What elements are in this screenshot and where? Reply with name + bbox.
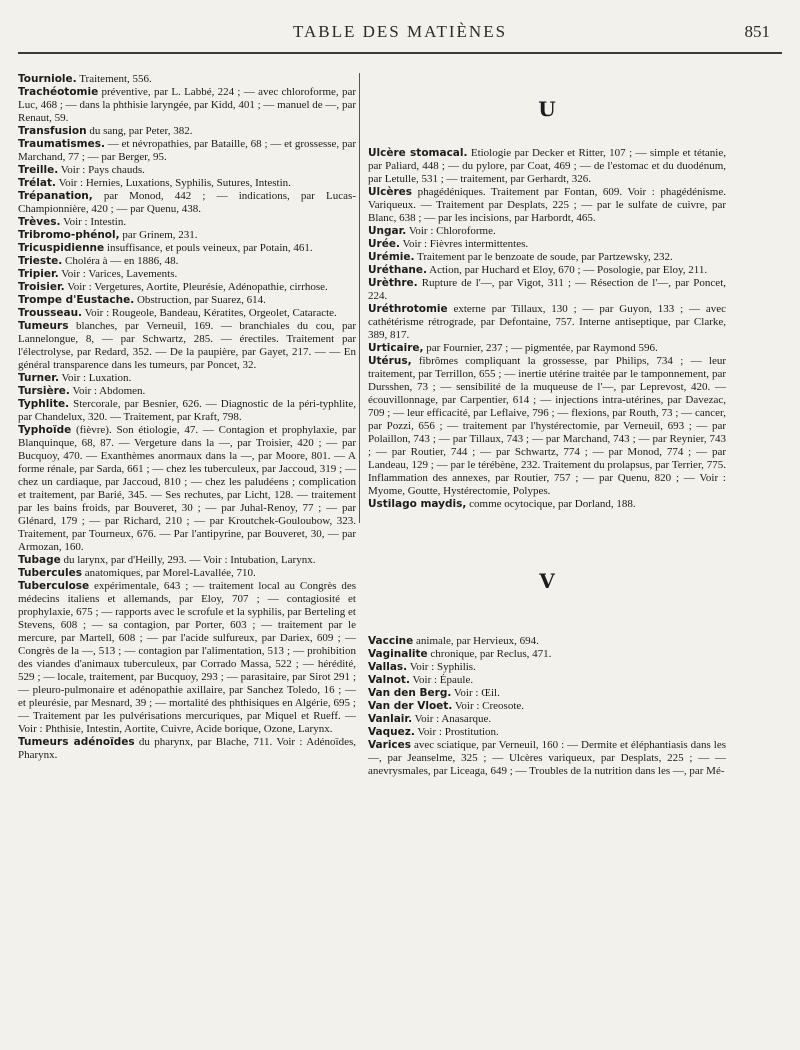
entry-heading: Tursière. xyxy=(18,385,70,397)
entry-heading: Urèthre. xyxy=(368,277,418,289)
entry-heading: Ungar. xyxy=(368,225,407,237)
entry-text: fibrômes compliquant la grossesse, par Philips, 734 ; — leur traitement, par Terrillon, 655 ; — inertie utérine traitée par le tamponnement, par Dursshen, 73 ; — sensibilité de la muqueuse de l'—, par Leprevost, 420. — écouvillonnage, par Carpentier, 614 ; — injections intra-utérines, par Davezac, 709 ; — leur efficacité, par Leflaive, 796 ; — flexions, par Routh, 73 ; — cancer, par Pozzi, 656 ; — traitement par l'hystérectomie, par Verneuil, 693 ; — par Polaillon, 743 ; — par Tillaux, 743 ; — par Marchand, 743 ; — par Reynier, 743 ; — par Routier, 744 ; — par Schwartz, 774 ; — par Monod, 774 ; — par Landeau, 129 ; — par le térébène, 232. Traitement du prolapsus, par Terrier, 775. Inflammation des annexes, par Routier, 757 ; — par Quenu, 820 ; — Voir : Myome, Goutte, Hystérectomie, Polypes. xyxy=(368,355,726,497)
entry-text: Voir : Varices, Lavements. xyxy=(58,268,178,280)
entry-heading: Urticaire, xyxy=(368,342,424,354)
index-entry xyxy=(368,661,726,674)
entry-heading: Trèves. xyxy=(18,216,61,228)
entry-heading: Trachéotomie xyxy=(18,86,99,98)
entry-heading: Ustilago maydis, xyxy=(368,498,467,510)
entry-heading: Van den Berg. xyxy=(368,687,452,699)
entry-text: du larynx, par d'Heilly, 293. — Voir : Intubation, Larynx. xyxy=(60,554,316,566)
entry-text: Voir : Pays chauds. xyxy=(58,164,145,176)
entry-text: avec sciatique, par Verneuil, 160 : — Dermite et éléphantiasis dans les —, par Jeanselme, 325 ; — Ulcères variqueux, par Desplats, 225 ; — — anevrysmales, par Liceaga, 649 ; — Troubles de la nutrition dans les —, par Mé- xyxy=(368,739,726,777)
index-entry xyxy=(18,320,356,372)
entry-heading: Tumeurs adénoïdes xyxy=(18,736,135,748)
index-entry xyxy=(368,726,726,739)
entry-heading: Vanlair. xyxy=(368,713,413,725)
entry-heading: Trompe d'Eustache. xyxy=(18,294,135,306)
entry-text: par Grinem, 231. xyxy=(119,229,198,241)
index-entry xyxy=(18,216,356,229)
entry-text: Choléra à — en 1886, 48. xyxy=(62,255,179,267)
entry-text: chronique, par Reclus, 471. xyxy=(427,648,552,660)
section-letter-u: U xyxy=(538,97,556,121)
entry-text: externe par Tillaux, 130 ; — par Guyon, 133 ; — avec cathétérisme rétrograde, par Defontaine, 757. Interne antiseptique, par Clarke, 389, 817. xyxy=(368,303,726,341)
entry-heading: Uréthrotomie xyxy=(368,303,448,315)
index-entry xyxy=(368,700,726,713)
index-entry xyxy=(18,86,356,125)
entry-text: par Fournier, 237 ; — pigmentée, par Raymond 596. xyxy=(423,342,658,354)
running-head xyxy=(0,22,800,46)
index-entry xyxy=(18,567,356,580)
entry-heading: Tubercules xyxy=(18,567,82,579)
entry-text: Voir : Creosote. xyxy=(452,700,525,712)
page-number: 851 xyxy=(744,22,770,41)
entry-text: — et névropathies, par Bataille, 68 ; — et grossesse, par Marchand, 77 ; — par Berger, 95. xyxy=(18,138,356,163)
index-entry xyxy=(368,277,726,303)
index-entry xyxy=(18,294,356,307)
index-entry xyxy=(368,225,726,238)
entry-heading: Treille. xyxy=(18,164,59,176)
entry-text: Voir : Rougeole, Bandeau, Kératites, Orgeolet, Cataracte. xyxy=(82,307,337,319)
section-u-entries xyxy=(368,147,726,511)
entry-text: insuffisance, et pouls veineux, par Potain, 461. xyxy=(104,242,313,254)
entry-heading: Tumeurs xyxy=(18,320,69,332)
section-letter-v: V xyxy=(539,569,555,593)
entry-text: animale, par Hervieux, 694. xyxy=(413,635,539,647)
entry-heading: Tubage xyxy=(18,554,61,566)
entry-heading: Trousseau. xyxy=(18,307,83,319)
entry-heading: Vaquez. xyxy=(368,726,415,738)
index-entry xyxy=(18,372,356,385)
entry-text: Voir : Hernies, Luxations, Syphilis, Sutures, Intestin. xyxy=(56,177,291,189)
entry-text: comme ocytocique, par Dorland, 188. xyxy=(466,498,636,510)
index-entry xyxy=(368,342,726,355)
index-entry xyxy=(368,498,726,511)
index-entry xyxy=(18,138,356,164)
entry-text: Voir : Épaule. xyxy=(409,674,474,686)
entry-text: Voir : Fièvres intermittentes. xyxy=(399,238,529,250)
index-entry xyxy=(18,281,356,294)
entry-heading: Vallas. xyxy=(368,661,408,673)
entry-text: Voir : Vergetures, Aortite, Pleurésie, Adénopathie, cirrhose. xyxy=(64,281,328,293)
index-entry xyxy=(368,713,726,726)
index-entry xyxy=(368,739,726,778)
index-entry xyxy=(368,635,726,648)
entry-heading: Transfusion xyxy=(18,125,87,137)
entry-text: préventive, par L. Labbé, 224 ; — avec chloroforme, par Luc, 468 ; — dans la phthisie laryngée, par Kidd, 401 ; — manuel de —, par Renaut, 59. xyxy=(18,86,356,124)
entry-heading: Vaccine xyxy=(368,635,414,647)
entry-heading: Ulcères xyxy=(368,186,413,198)
right-column xyxy=(368,73,726,1030)
entry-text: Action, par Huchard et Eloy, 670 ; — Posologie, par Eloy, 211. xyxy=(427,264,708,276)
entry-text: Etiologie par Decker et Ritter, 107 ; — simple et tétanie, par Paliard, 448 ; — du pylore, par Coat, 469 ; — de l'estomac et du duodénum, par Letulle, 531 ; — traitement, par Gerhardt, 326. xyxy=(368,147,726,185)
entry-heading: Utérus, xyxy=(368,355,412,367)
entry-text: phagédéniques. Traitement par Fontan, 609. Voir : phagédénisme. Variqueux. — Traitement par Desplats, 225 ; — par le sulfate de cuivre, par Blanc, 638 ; — par les incisions, par Harbordt, 465. xyxy=(368,186,726,224)
entry-heading: Tricuspidienne xyxy=(18,242,105,254)
index-entry xyxy=(368,355,726,498)
entry-text: Voir : Abdomen. xyxy=(69,385,146,397)
entry-heading: Typhoïde xyxy=(18,424,72,436)
index-entry xyxy=(18,736,356,762)
entry-text: Voir : Chloroforme. xyxy=(406,225,496,237)
entry-heading: Varices xyxy=(368,739,412,751)
index-entry xyxy=(18,307,356,320)
entry-heading: Van der Vloet. xyxy=(368,700,453,712)
left-column xyxy=(18,73,356,1030)
index-entry xyxy=(18,424,356,554)
index-entry xyxy=(18,242,356,255)
index-entry xyxy=(18,580,356,736)
entry-text: Voir : Syphilis. xyxy=(407,661,476,673)
index-entry xyxy=(368,303,726,342)
running-title: TABLE DES MATIÈNES xyxy=(292,22,508,41)
index-entry xyxy=(368,251,726,264)
index-entry xyxy=(18,255,356,268)
index-entry xyxy=(18,190,356,216)
entry-text: Rupture de l'—, par Vigot, 311 ; — Résection de l'—, par Poncet, 224. xyxy=(368,277,726,302)
entry-heading: Urémie. xyxy=(368,251,415,263)
index-entry xyxy=(368,687,726,700)
index-entry xyxy=(18,554,356,567)
index-entry xyxy=(18,73,356,86)
index-entry xyxy=(18,125,356,138)
index-entry xyxy=(368,264,726,277)
entry-heading: Vaginalite xyxy=(368,648,428,660)
entry-text: Traitement par le benzoate de soude, par Partzewsky, 232. xyxy=(414,251,673,263)
entry-text: Voir : Luxation. xyxy=(58,372,132,384)
entry-heading: Turner. xyxy=(18,372,59,384)
entry-text: du pharynx, par Blache, 711. Voir : Adénoïdes, Pharynx. xyxy=(18,736,356,761)
index-entry xyxy=(368,674,726,687)
entry-heading: Valnot. xyxy=(368,674,410,686)
index-entry xyxy=(368,238,726,251)
index-entry xyxy=(18,177,356,190)
index-entry xyxy=(18,229,356,242)
entry-text: blanches, par Verneuil, 169. — branchiales du cou, par Lannelongue, 8, — par Schwartz, 285. — érectiles. Traitement par l'électrolyse, par Redard, 352. — De la paupière, par Gayet, 217. — — En général transparence dans les tumeurs, par Poncet, 32. xyxy=(18,320,356,371)
entry-text: Obstruction, par Suarez, 614. xyxy=(134,294,266,306)
column-divider xyxy=(359,73,360,523)
entry-text: Stercorale, par Besnier, 626. — Diagnostic de la péri-typhlite, par Chandelux, 320. — Traitement, par Kraft, 798. xyxy=(18,398,356,423)
entry-text: Voir : Prostitution. xyxy=(414,726,499,738)
entry-heading: Tourniole. xyxy=(18,73,77,85)
entry-heading: Trépanation, xyxy=(18,190,93,202)
index-entry xyxy=(18,268,356,281)
section-v-entries xyxy=(368,635,726,778)
entry-text: anatomiques, par Morel-Lavallée, 710. xyxy=(81,567,256,579)
index-entry xyxy=(18,398,356,424)
index-entry xyxy=(18,164,356,177)
entry-text: Voir : Anasarque. xyxy=(412,713,492,725)
entry-heading: Trieste. xyxy=(18,255,63,267)
entry-text: Voir : Intestin. xyxy=(60,216,127,228)
entry-text: Traitement, 556. xyxy=(76,73,152,85)
entry-text: du sang, par Peter, 382. xyxy=(86,125,193,137)
entry-heading: Typhlite. xyxy=(18,398,70,410)
entry-heading: Traumatismes. xyxy=(18,138,105,150)
entry-heading: Tribromo-phénol, xyxy=(18,229,120,241)
entry-heading: Uréthane. xyxy=(368,264,427,276)
index-entry xyxy=(18,385,356,398)
entry-heading: Trélat. xyxy=(18,177,57,189)
entry-text: expérimentale, 643 ; — traitement local au Congrès des médecins italiens et allemands, par Eloy, 707 ; — contagiosité et prophylaxie, 675 ; — rapports avec le scrofule et la syphilis, par Berteling et Stevens, 608 ; — sa contagion, par Porter, 603 ; — traitement par le mercure, par Martell, 608 ; — par l'acide sulfureux, par Dariex, 609 ; — Congrès de la —, 513 ; — contagion par l'alimentation, 513 ; — prohibition des viandes d'animaux tuberculeux, par Corrado Massa, 522 ; — hérédité, 529 ; — locale, traitement, par Bucquoy, 293 ; — parasitaire, par Sirot 291 ; — pleuro-pulmonaire et adénopathie axillaire, par Sanchez Toledo, 16 ; — et pleurésie, par Mesnard, 39 ; — mortalité des phthisiques en Algérie, 695 ; — Traitement par les pulvérisations mercuriques, par Miquel et Rueff. — Voir : Phthisie, Intestin, Aortite, Cuivre, Acide borique, Ozone, Larynx. xyxy=(18,580,356,735)
entry-heading: Urée. xyxy=(368,238,400,250)
index-entry xyxy=(368,186,726,225)
index-entry xyxy=(368,147,726,186)
entry-text: par Monod, 442 ; — indications, par Lucas-Championnière, 420 ; — par Quenu, 438. xyxy=(18,190,356,215)
entry-heading: Troisier. xyxy=(18,281,65,293)
entry-heading: Tripier. xyxy=(18,268,59,280)
entry-heading: Ulcère stomacal. xyxy=(368,147,468,159)
header-rule xyxy=(18,52,782,54)
entry-text: (fièvre). Son étiologie, 47. — Contagion et prophylaxie, par Blanquinque, 68, 87. — Vergeture dans la —, par Troisier, 420 ; — par Bucquoy, 470. — Exanthèmes anormaux dans la —, par Moore, 801. — A forme rénale, par Sarda, 661 ; — chez les tuberculeux, par Jaccoud, 319 ; — chez un cardiaque, par Jaccoud, 810 ; — chez les paludéens ; complication et traitement, par Barié, 345. — Ses rechutes, par Licht, 128. — traitement par les bains froids, par Bouveret, 30 ; — par Juhal-Renoy, 77 ; — par Glénard, 179 ; — par Richard, 210 ; — par Kroutchek-Gouloubow, 323. Traitement, par Tourneux, 676. — Par l'antipyrine, par Bouveret, 30, — par Armozan, 160. xyxy=(18,424,356,553)
entry-text: Voir : Œil. xyxy=(451,687,500,699)
index-entry xyxy=(368,648,726,661)
entry-heading: Tuberculose xyxy=(18,580,90,592)
